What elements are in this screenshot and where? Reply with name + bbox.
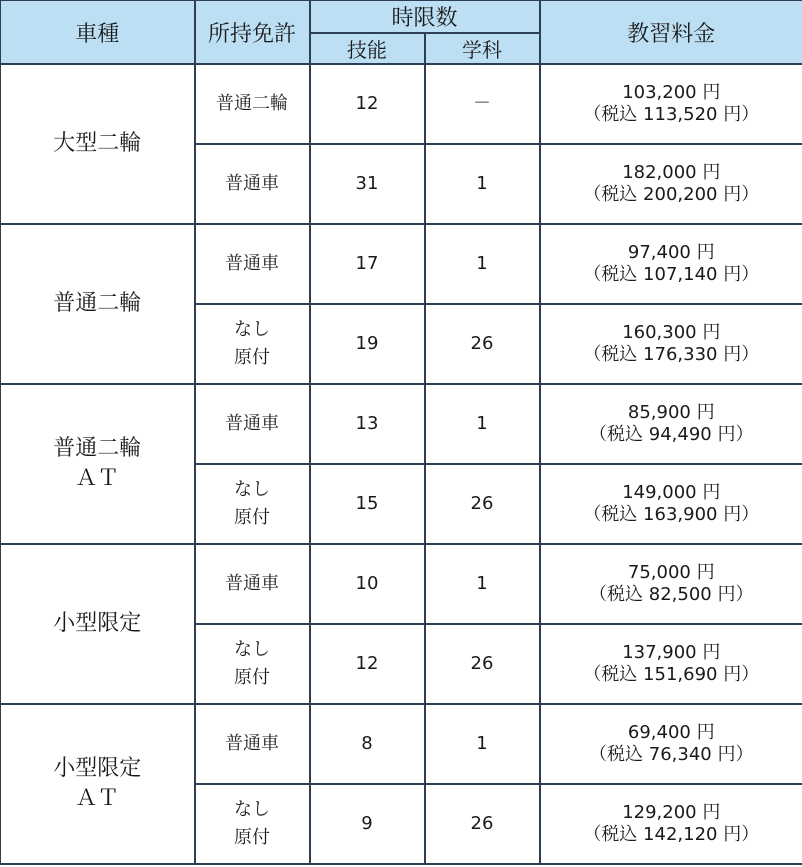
academic-hours-cell: 1 (425, 144, 540, 224)
practical-hours-cell: 31 (310, 144, 425, 224)
fee-price: 97,400 円 (627, 242, 715, 264)
license-held-label: 普通車 (225, 733, 279, 755)
license-held-label: 普通車 (225, 573, 279, 595)
fee-cell (540, 384, 802, 464)
fee-price: 160,300 円 (622, 322, 721, 344)
practical-hours-cell: 8 (310, 704, 425, 784)
header-fee: 教習料金 (540, 1, 802, 65)
table-row (1, 544, 802, 624)
fee-cell (540, 704, 802, 784)
license-held-cell (195, 64, 310, 144)
header-hours: 時限数 (310, 1, 540, 34)
license-held-label: 普通車 (225, 413, 279, 435)
header-academic: 学科 (425, 33, 540, 64)
academic-hours-cell: 1 (425, 224, 540, 304)
fee-price-tax-included: （税込 151,690 円） (583, 664, 760, 685)
table-row (1, 224, 802, 304)
fee-price: 69,400 円 (627, 722, 715, 744)
license-held-cell (195, 624, 310, 704)
license-held-label: なし (234, 319, 270, 341)
vehicle-type-label: 小型限定 (53, 611, 142, 637)
academic-hours-cell: 26 (425, 304, 540, 384)
practical-hours-cell: 13 (310, 384, 425, 464)
practical-hours-cell: 19 (310, 304, 425, 384)
fee-price-tax-included: （税込 176,330 円） (583, 344, 760, 365)
license-held-label: 原付 (234, 827, 270, 848)
fee-cell (540, 464, 802, 544)
fee-price: 137,900 円 (622, 642, 721, 664)
fee-price: 129,200 円 (622, 802, 721, 824)
fee-cell (540, 544, 802, 624)
practical-hours-cell: 17 (310, 224, 425, 304)
fee-price: 149,000 円 (622, 482, 721, 504)
vehicle-type-label: ＡＴ (75, 786, 120, 811)
fee-cell (540, 144, 802, 224)
fee-price-tax-included: （税込 82,500 円） (589, 584, 754, 605)
license-held-label: 原付 (234, 667, 270, 688)
fee-price-tax-included: （税込 113,520 円） (583, 104, 760, 125)
license-held-label: なし (234, 479, 270, 501)
academic-hours-cell: 1 (425, 544, 540, 624)
academic-hours-cell: － (425, 64, 540, 144)
vehicle-type-cell (1, 64, 195, 224)
fee-price-tax-included: （税込 142,120 円） (583, 824, 760, 845)
practical-hours-cell: 10 (310, 544, 425, 624)
fee-cell (540, 64, 802, 144)
vehicle-type-cell (1, 704, 195, 864)
fee-price: 85,900 円 (627, 402, 715, 424)
fee-cell (540, 224, 802, 304)
vehicle-type-cell (1, 384, 195, 544)
license-held-label: 原付 (234, 347, 270, 368)
table-row (1, 704, 802, 784)
academic-hours-cell: 1 (425, 384, 540, 464)
fee-price-tax-included: （税込 200,200 円） (583, 184, 760, 205)
license-held-label: 普通二輪 (216, 93, 288, 115)
academic-hours-cell: 1 (425, 704, 540, 784)
academic-hours-cell: 26 (425, 784, 540, 864)
fee-price: 182,000 円 (622, 162, 721, 184)
vehicle-type-label: 普通二輪 (53, 291, 142, 317)
fee-price-tax-included: （税込 163,900 円） (583, 504, 760, 525)
practical-hours-cell: 12 (310, 624, 425, 704)
license-held-cell (195, 784, 310, 864)
table-row (1, 64, 802, 144)
fee-price: 75,000 円 (627, 562, 715, 584)
practical-hours-cell: 15 (310, 464, 425, 544)
fee-price-tax-included: （税込 76,340 円） (589, 744, 754, 765)
practical-hours-cell: 9 (310, 784, 425, 864)
fee-cell (540, 304, 802, 384)
fee-cell (540, 784, 802, 864)
table-header (1, 1, 802, 65)
license-held-cell (195, 304, 310, 384)
license-held-label: 普通車 (225, 253, 279, 275)
license-held-label: なし (234, 799, 270, 821)
vehicle-type-label: 大型二輪 (53, 131, 142, 157)
fee-price: 103,200 円 (622, 82, 721, 104)
practical-hours-cell: 12 (310, 64, 425, 144)
license-held-cell (195, 144, 310, 224)
header-license-held: 所持免許 (195, 1, 310, 65)
license-held-label: 普通車 (225, 173, 279, 195)
license-held-cell (195, 544, 310, 624)
header-vehicle-type: 車種 (1, 1, 195, 65)
vehicle-type-cell (1, 544, 195, 704)
vehicle-type-label: 普通二輪 (53, 436, 142, 462)
fee-cell (540, 624, 802, 704)
header-practical: 技能 (310, 33, 425, 64)
vehicle-type-cell (1, 224, 195, 384)
license-held-label: 原付 (234, 507, 270, 528)
license-held-cell (195, 224, 310, 304)
table-row (1, 384, 802, 464)
vehicle-type-label: ＡＴ (75, 466, 120, 491)
academic-hours-cell: 26 (425, 624, 540, 704)
table-body (1, 64, 802, 864)
license-held-cell (195, 384, 310, 464)
license-held-label: なし (234, 639, 270, 661)
academic-hours-cell: 26 (425, 464, 540, 544)
vehicle-type-label: 小型限定 (53, 756, 142, 782)
fee-price-tax-included: （税込 94,490 円） (589, 424, 754, 445)
license-held-cell (195, 704, 310, 784)
fee-price-tax-included: （税込 107,140 円） (583, 264, 760, 285)
license-held-cell (195, 464, 310, 544)
